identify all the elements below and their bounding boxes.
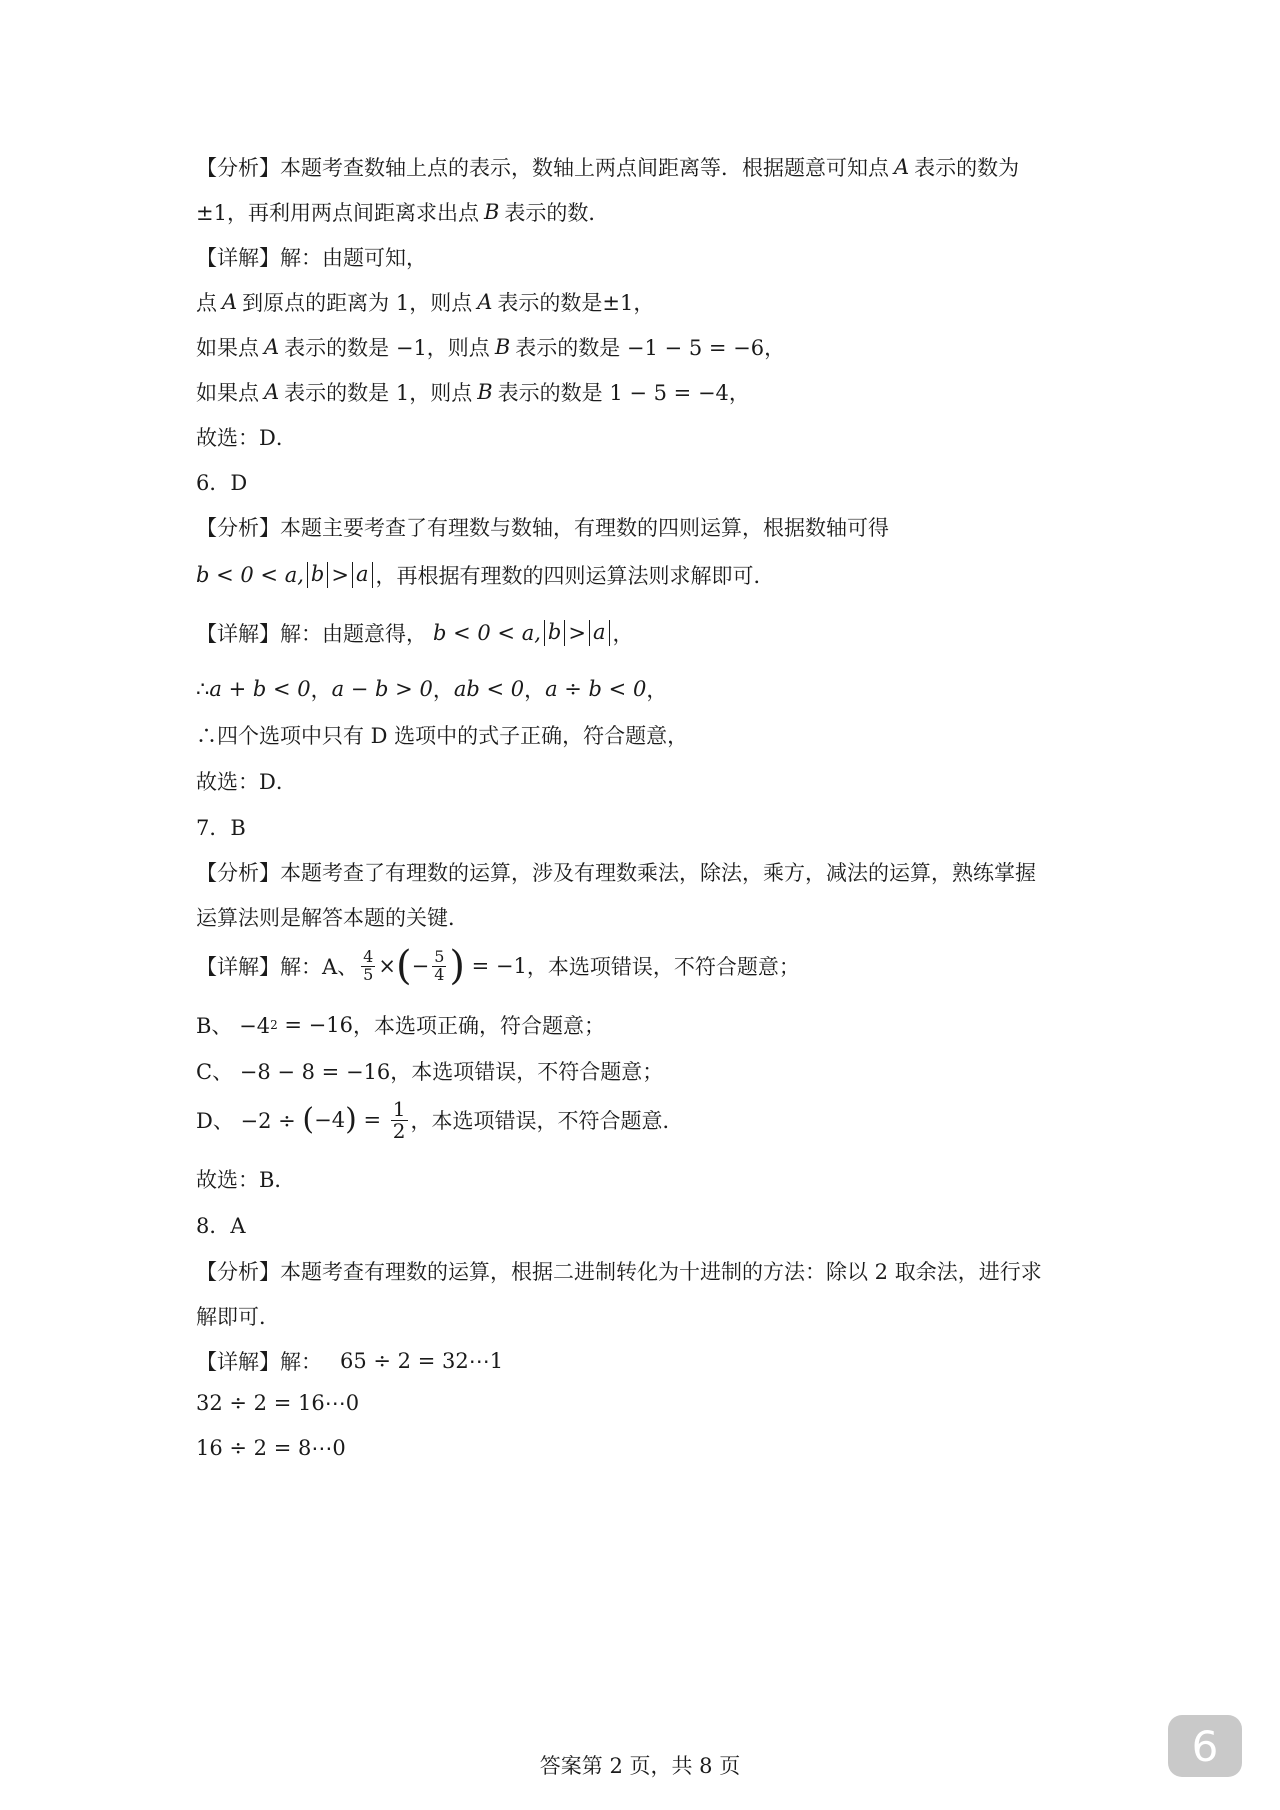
math-var: A	[264, 380, 280, 404]
text: 表示的数是 1 − 5 = −4，	[497, 381, 750, 405]
line	[196, 332, 785, 362]
denominator: 4	[434, 964, 445, 984]
text: 【分析】本题考查有理数的运算，根据二进制转化为十进制的方法：除以 2 取余法，进行求	[196, 1260, 1042, 1284]
numerator: 5	[434, 946, 445, 966]
math-var: A	[477, 290, 493, 314]
fraction	[432, 946, 446, 984]
abs-b: b	[544, 620, 565, 645]
line	[196, 1391, 359, 1415]
math-expression: 32 ÷ 2 = 16⋯0	[196, 1391, 360, 1415]
text: 【详解】解：	[196, 1350, 322, 1374]
line	[196, 512, 889, 542]
text: ，	[524, 678, 546, 702]
line	[196, 857, 1036, 887]
text: 【分析】本题考查了有理数的运算，涉及有理数乘法，除法，乘方，减法的运算，熟练掌握	[196, 861, 1036, 885]
text: 故选：B．	[196, 1168, 296, 1192]
line	[196, 560, 775, 590]
text: 表示的数是 −1，则点	[284, 336, 490, 360]
text: ，	[432, 678, 454, 702]
left-paren: (	[302, 1102, 315, 1137]
math-expression: = −16	[277, 1013, 353, 1037]
text: 故选：D．	[196, 770, 297, 794]
text: ，	[612, 622, 634, 646]
text: 【详解】解：由题可知，	[196, 246, 427, 270]
math-expression: a ÷ b < 0	[545, 677, 647, 701]
text: 表示的数是 −1 − 5 = −6，	[515, 336, 786, 360]
line	[196, 618, 634, 648]
math-expression: 16 ÷ 2 = 8⋯0	[196, 1436, 346, 1460]
text: 故选：D．	[196, 426, 297, 450]
line	[196, 674, 667, 704]
therefore-symbol: ∴	[196, 677, 210, 701]
abs-b: b	[307, 562, 328, 587]
math-expression: b < 0 < a,	[433, 621, 541, 645]
text: 点	[196, 291, 217, 315]
times-sign: ×	[378, 954, 396, 978]
abs-a: a	[352, 562, 373, 587]
text: 7．B	[196, 816, 246, 840]
equals-sign: =	[356, 1108, 388, 1132]
text: B、 −4	[196, 1014, 271, 1038]
math-var: A	[264, 335, 280, 359]
fraction	[361, 946, 375, 984]
line	[196, 1092, 684, 1148]
math-var: B	[494, 335, 511, 359]
line	[196, 720, 688, 750]
math-expression: D、 −2 ÷	[196, 1109, 303, 1133]
text: 【详解】解：由题意得，	[196, 622, 427, 646]
line	[196, 422, 297, 452]
math-expression: C、 −8 − 8 = −16	[196, 1060, 391, 1084]
math-expression: 65 ÷ 2 = 32⋯1	[340, 1349, 504, 1373]
denominator: 2	[392, 1118, 406, 1143]
line	[196, 242, 427, 272]
math-expression: ab < 0	[453, 677, 525, 701]
text: 【分析】本题考查数轴上点的表示，数轴上两点间距离等．根据题意可知点	[196, 156, 889, 180]
text: 表示的数是 1，则点	[284, 381, 473, 405]
question-number	[196, 467, 247, 497]
math-var: B	[483, 200, 500, 224]
math-expression: = −1	[464, 954, 527, 978]
left-paren: (	[395, 943, 412, 989]
right-paren: )	[449, 943, 465, 989]
text: 如果点	[196, 381, 259, 405]
line	[196, 1164, 295, 1194]
text: ，本选项错误，不符合题意；	[526, 955, 800, 979]
text: ，本选项错误，不符合题意．	[410, 1109, 684, 1133]
text: ，本选项正确，符合题意；	[352, 1014, 605, 1038]
numerator: 1	[392, 1096, 406, 1121]
text: 表示的数为	[914, 156, 1020, 180]
text: 表示的数是±1，	[497, 291, 655, 315]
text: 如果点	[196, 336, 259, 360]
text: ，再根据有理数的四则运算法则求解即可．	[375, 564, 775, 588]
line	[196, 1056, 663, 1086]
superscript: 2	[270, 1018, 278, 1032]
line	[196, 1346, 503, 1376]
math-var: A	[222, 290, 238, 314]
text: 表示的数．	[504, 201, 610, 225]
line	[196, 377, 750, 407]
line	[196, 938, 800, 994]
line	[196, 1010, 605, 1040]
page-footer: 答案第 2 页，共 8 页	[539, 1754, 741, 1778]
math-expression: a + b < 0	[209, 677, 311, 701]
text: 【分析】本题主要考查了有理数与数轴，有理数的四则运算，根据数轴可得	[196, 516, 889, 540]
text: ∴四个选项中只有 D 选项中的式子正确，符合题意，	[196, 724, 689, 748]
math-expression: −4	[314, 1108, 346, 1132]
math-op: >	[568, 621, 586, 645]
line	[196, 1301, 280, 1331]
math-expression: b < 0 < a,	[196, 563, 304, 587]
text: ，本选项错误，不符合题意；	[390, 1060, 664, 1084]
fraction	[391, 1096, 408, 1143]
text: ±1，再利用两点间距离求出点	[196, 201, 479, 225]
question-number	[196, 1210, 246, 1240]
text: 运算法则是解答本题的关键．	[196, 906, 469, 930]
text: ，	[310, 678, 332, 702]
line	[196, 1256, 1042, 1286]
line	[196, 1436, 346, 1460]
line	[196, 287, 654, 317]
text: ，	[646, 678, 668, 702]
text: 6．D	[196, 471, 248, 495]
line	[196, 152, 1019, 182]
text: 解即可．	[196, 1305, 280, 1329]
line	[196, 902, 469, 932]
text: 到原点的距离为 1，则点	[242, 291, 473, 315]
math-op: >	[331, 563, 349, 587]
denominator: 5	[363, 964, 374, 984]
line	[196, 766, 297, 796]
math-var: A	[894, 155, 910, 179]
question-number	[196, 812, 246, 842]
text: 8．A	[196, 1214, 246, 1238]
math-expression: a − b > 0	[331, 677, 433, 701]
line	[196, 197, 609, 227]
numerator: 4	[363, 946, 374, 966]
page-number-badge: 6	[1168, 1715, 1242, 1777]
abs-a: a	[589, 620, 610, 645]
minus-sign: −	[411, 954, 430, 978]
math-var: B	[477, 380, 493, 404]
right-paren: )	[345, 1102, 357, 1137]
text: 【详解】解：A、	[196, 955, 359, 979]
